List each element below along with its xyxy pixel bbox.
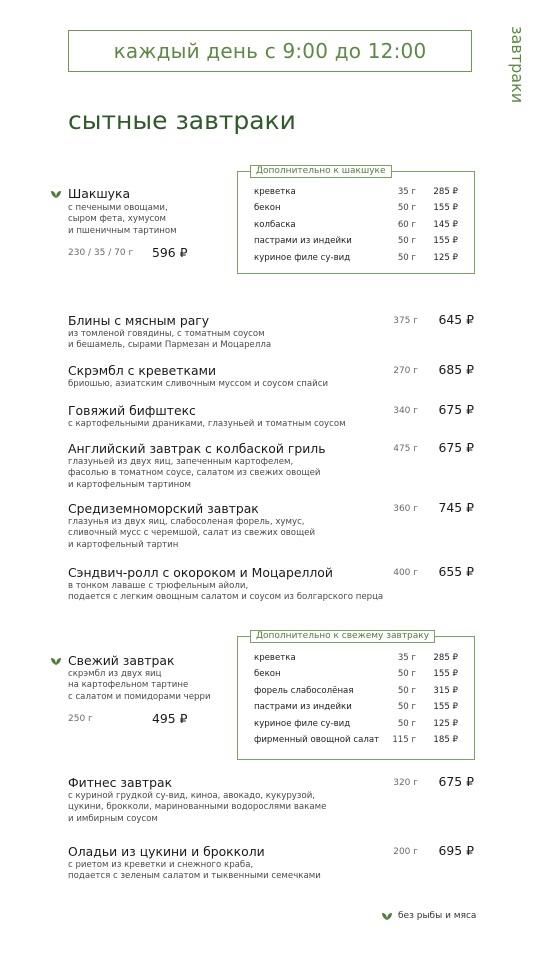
- addon-name: бекон: [254, 669, 281, 680]
- dish-price: 645 ₽: [438, 312, 474, 327]
- dish-description: [68, 329, 271, 352]
- leaf-icon: [50, 189, 62, 199]
- addon-title: Дополнительно к свежему завтраку: [250, 630, 435, 643]
- dish-description-line: с картофельными драниками, глазуньей и томатным соусом: [68, 419, 346, 429]
- addon-price: 285 ₽: [433, 653, 458, 663]
- addon-row: [238, 220, 474, 236]
- dish-weight: 320 г: [393, 778, 418, 788]
- dish-description-line: с куриной грудкой су-вид, киноа, авокадо, кукурузой,: [68, 791, 316, 801]
- addon-price: 315 ₽: [433, 685, 458, 696]
- addon-weight: 50 г: [397, 669, 416, 680]
- addon-name: креветка: [254, 187, 296, 197]
- dish-price: 675 ₽: [438, 774, 474, 789]
- addon-price: 155 ₽: [433, 203, 458, 214]
- dish-name: Английский завтрак с колбаской гриль: [68, 441, 326, 456]
- dish-description-line: глазунья из двух яиц, слабосоленая форель, хумус,: [68, 517, 305, 527]
- leaf-icon: [381, 911, 393, 921]
- dish-description: [68, 457, 320, 491]
- dish-description-line: и имбирным соусом: [68, 813, 158, 824]
- dish-price: 745 ₽: [438, 500, 474, 515]
- addon-price: 285 ₽: [433, 187, 458, 197]
- dish-description-line: фасолью в томатном соусе, салатом из свежих овощей: [68, 468, 321, 479]
- dish-description-line: в тонком лаваше с трюфельным айоли,: [68, 581, 249, 591]
- dish-name: Блины с мясным рагу: [68, 313, 210, 328]
- dish-weight: 340 г: [393, 406, 418, 416]
- dish-description-line: из томленой говядины, с томатным соусом: [68, 329, 265, 339]
- addon-weight: 50 г: [397, 685, 416, 696]
- addon-box-shakshuka: [237, 166, 475, 274]
- dish-price: 596 ₽: [152, 245, 188, 260]
- addon-name: пастрами из индейки: [254, 702, 352, 713]
- dish-price: 495 ₽: [152, 711, 188, 726]
- addon-name: куриное филе су-вид: [254, 718, 351, 729]
- addon-weight: 50 г: [397, 236, 416, 247]
- addon-row: [238, 719, 474, 735]
- dish-price: 675 ₽: [438, 402, 474, 417]
- dish-weight: 230 / 35 / 70 г: [68, 248, 134, 258]
- addon-weight: 35 г: [397, 187, 416, 197]
- addon-weight: 50 г: [397, 702, 416, 713]
- dish-name: Говяжий бифштекс: [68, 403, 196, 418]
- dish-weight: 270 г: [393, 366, 418, 376]
- addon-price: 145 ₽: [433, 219, 458, 230]
- dish-name: Скрэмбл с креветками: [68, 363, 216, 378]
- dish-description: [68, 517, 315, 551]
- dish-description: [68, 379, 328, 390]
- dish-description: [68, 860, 321, 883]
- dish-weight: 360 г: [393, 504, 418, 514]
- addon-row: [238, 735, 474, 751]
- addon-name: форель слабосолёная: [254, 685, 354, 696]
- dish-price: 675 ₽: [438, 440, 474, 455]
- dish-description-line: цукини, брокколи, маринованными водорослями вакаме: [68, 802, 327, 813]
- dish-description-line: подается с легким овощным салатом и соусом из болгарского перца: [68, 592, 384, 603]
- dish-name: Свежий завтрак: [68, 653, 175, 668]
- addon-name: фирменный овощной салат: [254, 735, 380, 745]
- addon-row: [238, 253, 474, 269]
- dish-description-line: бриошью, азиатским сливочным муссом и соусом спайси: [68, 379, 329, 389]
- hours-text: каждый день с 9:00 до 12:00: [113, 39, 427, 63]
- leaf-icon: [50, 656, 62, 666]
- addon-weight: 60 г: [397, 219, 416, 230]
- dish-description: скрэмбл из двух яиц на картофельном тартине с салатом и помидорами черри: [68, 669, 211, 702]
- dish-name: Оладьи из цукини и брокколи: [68, 844, 265, 859]
- addon-weight: 35 г: [397, 653, 416, 663]
- addon-row: [238, 669, 474, 685]
- dish-description-line: с риетом из креветки и снежного краба,: [68, 860, 254, 870]
- dish-name: Фитнес завтрак: [68, 775, 173, 790]
- addon-title: Дополнительно к шакшуке: [250, 165, 392, 178]
- dish-weight: 200 г: [393, 847, 418, 857]
- addon-row: [238, 653, 474, 669]
- addon-name: бекон: [254, 203, 281, 214]
- addon-price: 185 ₽: [433, 735, 458, 745]
- dish-weight: 375 г: [393, 316, 418, 326]
- addon-row: [238, 236, 474, 252]
- addon-box-fresh: [237, 631, 475, 760]
- addon-price: 155 ₽: [433, 702, 458, 713]
- dish-name: Сэндвич-ролл с окороком и Моцареллой: [68, 565, 333, 580]
- addon-row: [238, 203, 474, 219]
- addon-weight: 50 г: [397, 252, 416, 263]
- addon-weight: 50 г: [397, 718, 416, 729]
- dish-description: [68, 581, 383, 604]
- category-label: завтраки: [508, 26, 527, 104]
- dish-name: Средиземноморский завтрак: [68, 501, 259, 516]
- section-title: сытные завтраки: [68, 106, 296, 135]
- dish-weight: 400 г: [393, 568, 418, 578]
- addon-name: колбаска: [254, 219, 296, 230]
- dish-name: Шакшука: [68, 186, 131, 201]
- dish-description-line: и картофельный тартин: [68, 539, 179, 550]
- dish-weight: 250 г: [68, 714, 93, 724]
- dish-description-line: и картофельным тартином: [68, 479, 191, 490]
- dish-description: с печеными овощами, сыром фета, хумусом и пшеничным тартином: [68, 203, 177, 236]
- dish-description-line: сливочный мусс с черемшой, салат из свежих овощей: [68, 528, 316, 539]
- dish-price: 685 ₽: [438, 362, 474, 377]
- addon-row: [238, 686, 474, 702]
- dish-description-line: подается с зеленым салатом и тыквенными семечками: [68, 871, 321, 882]
- addon-row: [238, 187, 474, 203]
- dish-price: 695 ₽: [438, 843, 474, 858]
- legend-text: без рыбы и мяса: [398, 911, 477, 921]
- hours-banner: [68, 30, 472, 72]
- dish-price: 655 ₽: [438, 564, 474, 579]
- addon-weight: 50 г: [397, 203, 416, 214]
- dish-description: [68, 791, 326, 825]
- addon-price: 155 ₽: [433, 669, 458, 680]
- dish-description-line: и бешамель, сырами Пармезан и Моцарелла: [68, 340, 272, 351]
- addon-weight: 115 г: [392, 735, 416, 745]
- addon-price: 155 ₽: [433, 236, 458, 247]
- addon-name: пастрами из индейки: [254, 236, 352, 247]
- addon-row: [238, 702, 474, 718]
- dish-description-line: глазуньей из двух яиц, запеченным картофелем,: [68, 457, 294, 467]
- addon-price: 125 ₽: [433, 252, 458, 263]
- dish-weight: 475 г: [393, 444, 418, 454]
- addon-name: креветка: [254, 653, 296, 663]
- dish-description: [68, 419, 346, 430]
- addon-name: куриное филе су-вид: [254, 252, 351, 263]
- addon-price: 125 ₽: [433, 718, 458, 729]
